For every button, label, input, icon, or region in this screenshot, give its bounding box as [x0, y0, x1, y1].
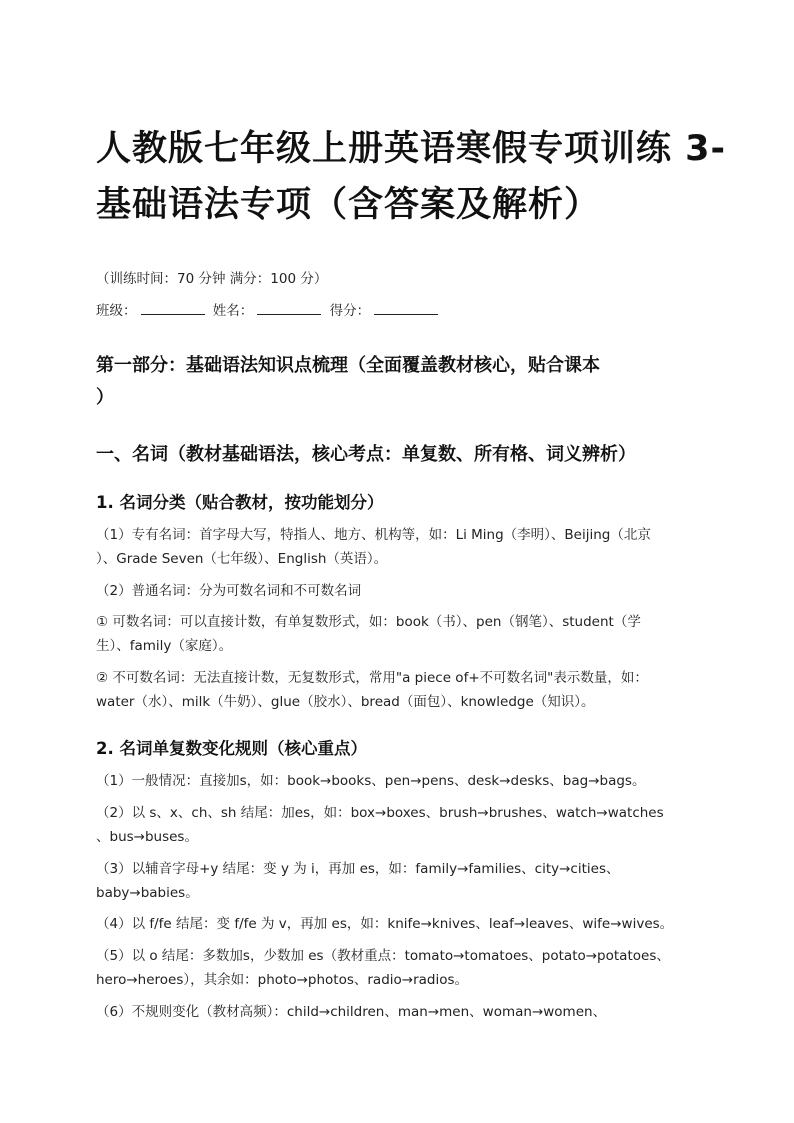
sub1-line: ① 可数名词：可以直接计数，有单复数形式，如：book（书）、pen（钢笔）、student（学: [96, 614, 641, 630]
sub1-line: 生）、family（家庭）。: [96, 638, 233, 654]
document-title-line-1: 人教版七年级上册英语寒假专项训练 3-: [96, 129, 727, 169]
score-label: 得分：: [329, 303, 371, 319]
part1-heading-line-2: ）: [96, 387, 114, 408]
document-title-line-2: 基础语法专项（含答案及解析）: [96, 185, 601, 225]
section1-heading: 一、名词（教材基础语法，核心考点：单复数、所有格、词义辨析）: [96, 444, 636, 465]
sub2-line: hero→heroes），其余如：photo→photos、radio→radios。: [96, 972, 469, 988]
student-info-line: [96, 303, 442, 321]
sub2-line: （2）以 s、x、ch、sh 结尾：加es，如：box→boxes、brush→brushes、watch→watches: [96, 805, 664, 821]
sub1-line: （1）专有名词：首字母大写，特指人、地方、机构等，如：Li Ming（李明）、Beijing（北京: [96, 527, 651, 543]
sub2-line: （3）以辅音字母+y 结尾：变 y 为 i，再加 es，如：family→families、city→cities、: [96, 861, 620, 877]
score-blank: [374, 304, 438, 315]
sub2-line: baby→babies。: [96, 885, 199, 901]
sub2-line: 、bus→buses。: [96, 829, 198, 845]
sub1-heading: 1. 名词分类（贴合教材，按功能划分）: [96, 493, 384, 512]
sub2-line: （6）不规则变化（教材高频）：child→children、man→men、woman→women、: [96, 1004, 607, 1020]
sub2-line: （1）一般情况：直接加s，如：book→books、pen→pens、desk→desks、bag→bags。: [96, 773, 646, 789]
sub2-line: （5）以 o 结尾：多数加s，少数加 es（教材重点：tomato→tomatoes、potato→potatoes、: [96, 948, 670, 964]
sub2-line: （4）以 f/fe 结尾：变 f/fe 为 v，再加 es，如：knife→knives、leaf→leaves、wife→wives。: [96, 916, 674, 932]
name-blank: [257, 304, 321, 315]
sub1-line: ）、Grade Seven（七年级）、English（英语）。: [96, 551, 388, 567]
sub2-heading: 2. 名词单复数变化规则（核心重点）: [96, 739, 367, 758]
class-label: 班级：: [96, 303, 137, 319]
sub1-line: ② 不可数名词：无法直接计数，无复数形式，常用"a piece of+不可数名词"表示数量，如：: [96, 670, 648, 686]
name-label: 姓名：: [212, 303, 254, 319]
class-blank: [141, 304, 205, 315]
sub1-line: （2）普通名词：分为可数名词和不可数名词: [96, 583, 362, 599]
sub1-line: water（水）、milk（牛奶）、glue（胶水）、bread（面包）、knowledge（知识）。: [96, 694, 595, 710]
part1-heading-line-1: 第一部分：基础语法知识点梳理（全面覆盖教材核心，贴合课本: [96, 355, 600, 376]
training-time-line: （训练时间：70 分钟 满分：100 分）: [96, 271, 328, 287]
